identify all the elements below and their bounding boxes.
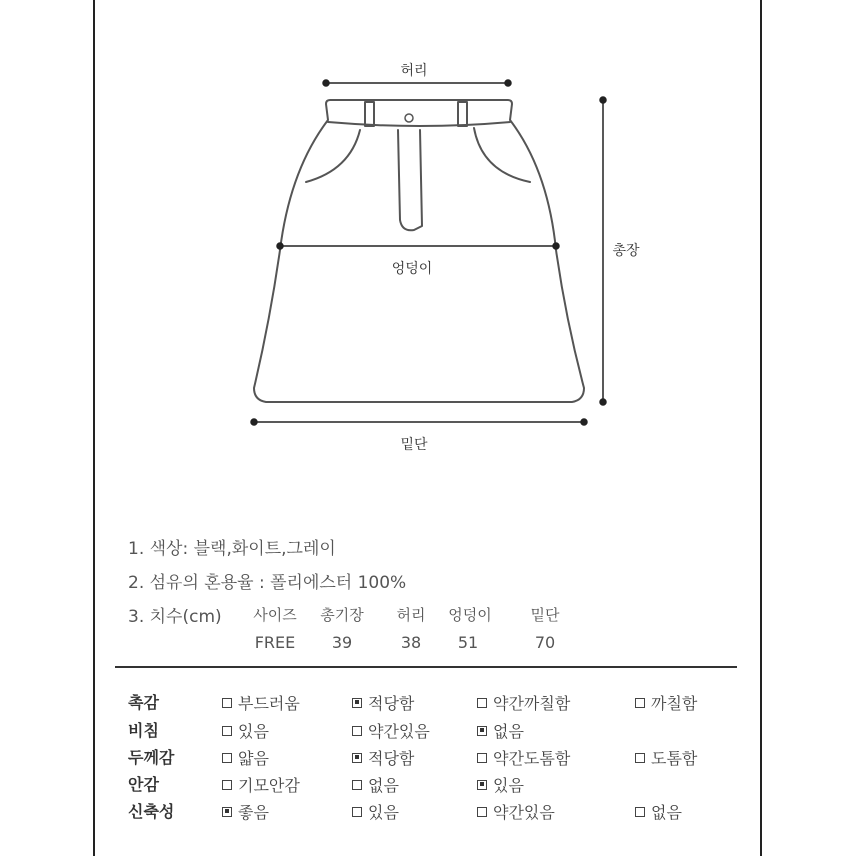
attribute-option: [222, 800, 269, 823]
unchecked-box-icon: [477, 807, 487, 817]
size-header: 엉덩이: [448, 606, 492, 624]
attribute-option-label: 있음: [493, 776, 524, 795]
attribute-option-label: 약간있음: [493, 803, 555, 822]
size-value: FREE: [254, 633, 296, 652]
attribute-option: [222, 746, 269, 769]
attribute-option: [477, 773, 524, 796]
checked-box-icon: [352, 753, 362, 763]
size-header: 허리: [396, 606, 426, 624]
color-info: 1. 색상: 블랙,화이트,그레이: [128, 539, 336, 559]
belt-loop-right: [458, 102, 467, 126]
section-divider: [115, 666, 737, 668]
attribute-option: [222, 773, 300, 796]
attribute-option: [477, 746, 570, 769]
attribute-option-label: 적당함: [368, 749, 415, 768]
fly-stitch: [398, 130, 422, 230]
checked-box-icon: [477, 726, 487, 736]
checked-box-icon: [222, 807, 232, 817]
attribute-name: 비침: [128, 721, 159, 740]
attribute-option: [222, 691, 300, 714]
attribute-option-label: 약간있음: [368, 722, 430, 741]
attribute-option-label: 부드러움: [238, 694, 300, 713]
belt-loop-left: [365, 102, 374, 126]
attribute-option-label: 있음: [368, 803, 399, 822]
attribute-option: [635, 800, 682, 823]
unchecked-box-icon: [635, 807, 645, 817]
attribute-option: [635, 746, 697, 769]
size-value: 39: [331, 633, 353, 652]
unchecked-box-icon: [352, 726, 362, 736]
attribute-option-label: 약간까칠함: [493, 694, 571, 713]
unchecked-box-icon: [222, 753, 232, 763]
size-value: 51: [457, 633, 479, 652]
waistband-line: [328, 122, 510, 126]
checked-box-icon: [477, 780, 487, 790]
size-header: 사이즈: [253, 606, 297, 624]
size-header: 총기장: [320, 606, 364, 624]
fabric-info: 2. 섬유의 혼용율 : 폴리에스터 100%: [128, 573, 407, 593]
attribute-option: [352, 800, 399, 823]
attribute-option-label: 까칠함: [651, 694, 698, 713]
waist-label: 허리: [400, 63, 428, 79]
hem-label: 밑단: [400, 437, 428, 453]
attribute-option: [222, 719, 269, 742]
size-value: 70: [534, 633, 556, 652]
size-value: 38: [400, 633, 422, 652]
attribute-option-label: 좋음: [238, 803, 269, 822]
attribute-option-label: 도톰함: [651, 749, 698, 768]
attribute-name: 신축성: [128, 802, 175, 821]
unchecked-box-icon: [352, 780, 362, 790]
attribute-option: [352, 746, 414, 769]
total-length-label: 총장: [612, 243, 640, 259]
size-title: 3. 치수(cm): [128, 607, 222, 627]
attribute-option-label: 적당함: [368, 694, 415, 713]
attribute-option: [635, 691, 697, 714]
unchecked-box-icon: [352, 807, 362, 817]
skirt-outline: [254, 100, 584, 402]
attribute-option: [352, 773, 399, 796]
unchecked-box-icon: [477, 698, 487, 708]
pocket-left: [306, 130, 360, 182]
attribute-name: 두께감: [128, 748, 175, 767]
hip-label: 엉덩이: [391, 261, 433, 277]
unchecked-box-icon: [222, 780, 232, 790]
attribute-option-label: 없음: [651, 803, 682, 822]
attribute-option: [477, 800, 555, 823]
attribute-option: [477, 691, 570, 714]
unchecked-box-icon: [477, 753, 487, 763]
unchecked-box-icon: [222, 698, 232, 708]
unchecked-box-icon: [635, 698, 645, 708]
checked-box-icon: [352, 698, 362, 708]
attribute-name: 안감: [128, 775, 159, 794]
attribute-option-label: 기모안감: [238, 776, 300, 795]
attribute-option: [477, 719, 524, 742]
unchecked-box-icon: [222, 726, 232, 736]
attribute-option-label: 없음: [493, 722, 524, 741]
attribute-option-label: 얇음: [238, 749, 269, 768]
attribute-option: [352, 691, 414, 714]
attribute-option-label: 있음: [238, 722, 269, 741]
waist-button: [405, 114, 413, 122]
attribute-name: 촉감: [128, 693, 159, 712]
attribute-option-label: 없음: [368, 776, 399, 795]
unchecked-box-icon: [635, 753, 645, 763]
attribute-option: [352, 719, 430, 742]
attribute-option-label: 약간도톰함: [493, 749, 571, 768]
size-header: 밑단: [530, 606, 560, 624]
